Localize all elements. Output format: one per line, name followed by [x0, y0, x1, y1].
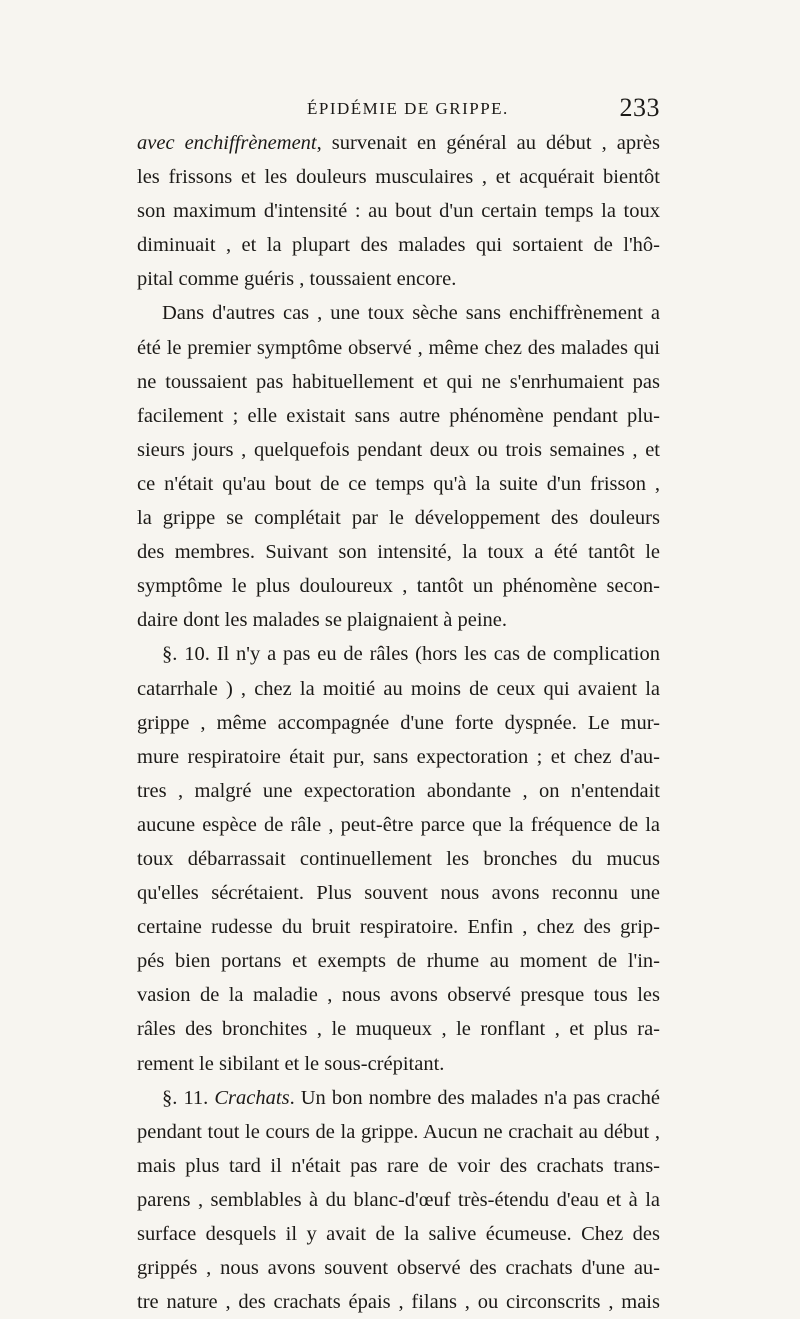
text-line: râles des bronchites , le muqueux , le ronflant , et plus ra- [137, 1018, 660, 1041]
text-line: toux débarrassait continuellement les bronches du mucus [137, 847, 660, 870]
text-line: parens , semblables à du blanc-d'œuf très-étendu d'eau et à la [137, 1188, 660, 1211]
paragraph-last-line: daire dont les malades se plaignaient à peine. [137, 609, 508, 632]
text-line: ce n'était qu'au bout de ce temps qu'à la suite d'un frisson , [137, 472, 660, 495]
text-line: surface desquels il y avait de la salive écumeuse. Chez des [137, 1223, 660, 1245]
text-line: aucune espèce de râle , peut-être parce que la fréquence de la [137, 813, 660, 836]
text-line: ne toussaient pas habituellement et qui ne s'enrhumaient pas [137, 370, 660, 393]
paragraph-last-line: rement le sibilant et le sous-crépitant. [137, 1052, 445, 1075]
text-line-rest: , survenait en général au début , après [316, 132, 660, 154]
text-line: facilement ; elle existait sans autre phénomène pendant plu- [137, 404, 660, 427]
text-line: tres , malgré une expectoration abondante , on n'entendait [137, 779, 660, 802]
text-line: pendant tout le cours de la grippe. Aucun ne crachait au début , [137, 1120, 660, 1143]
text-line: son maximum d'intensité : au bout d'un certain temps la toux [137, 200, 660, 223]
text-line: grippés , nous avons souvent observé des crachats d'une au- [137, 1257, 660, 1280]
text-line: grippe , même accompagnée d'une forte dyspnée. Le mur- [137, 711, 660, 734]
text-line: tre nature , des crachats épais , filans , ou circonscrits , mais [137, 1291, 660, 1314]
text-line: sieurs jours , quelquefois pendant deux ou trois semaines , et [137, 438, 660, 461]
text-line: qu'elles sécrétaient. Plus souvent nous avons reconnu une [137, 882, 660, 905]
paragraph-last-line: pital comme guéris , toussaient encore. [137, 268, 457, 291]
text-line: les frissons et les douleurs musculaires , et acquérait bientôt [137, 166, 660, 189]
text-line: mais plus tard il n'était pas rare de voir des crachats trans- [137, 1154, 660, 1177]
italic-phrase: avec enchiffrènement [137, 132, 317, 154]
text-line: symptôme le plus douloureux , tantôt un phénomène secon- [137, 575, 660, 598]
running-head [137, 93, 660, 123]
text-line: certaine rudesse du bruit respiratoire. Enfin , chez des grip- [137, 916, 660, 939]
text-line [137, 126, 660, 160]
text-line: mure respiratoire était pur, sans expectoration ; et chez d'au- [137, 745, 660, 768]
section-11-first-line [137, 1081, 660, 1115]
paragraph-first-line: Dans d'autres cas , une toux sèche sans enchiffrènement a [162, 302, 660, 325]
section-10-first-line: §. 10. Il n'y a pas eu de râles (hors les cas de complication [162, 643, 660, 666]
text-line: la grippe se complétait par le développement des douleurs [137, 507, 660, 530]
running-title: ÉPIDÉMIE DE GRIPPE. [307, 99, 509, 118]
text-line: des membres. Suivant son intensité, la toux a été tantôt le [137, 541, 660, 564]
text-line: catarrhale ) , chez la moitié au moins de ceux qui avaient la [137, 677, 660, 700]
page-number: 233 [619, 93, 660, 122]
section-title: Crachats [214, 1086, 290, 1109]
text-line: vasion de la maladie , nous avons observé presque tous les [137, 984, 660, 1007]
section-number: §. 11. [162, 1086, 215, 1109]
text-line-rest: . Un bon nombre des malades n'a pas craché [289, 1086, 660, 1109]
text-line: pés bien portans et exempts de rhume au moment de l'in- [137, 950, 660, 973]
text-line: diminuait , et la plupart des malades qui sortaient de l'hô- [137, 234, 660, 257]
text-line: été le premier symptôme observé , même chez des malades qui [137, 336, 660, 359]
body-text [137, 126, 660, 1319]
